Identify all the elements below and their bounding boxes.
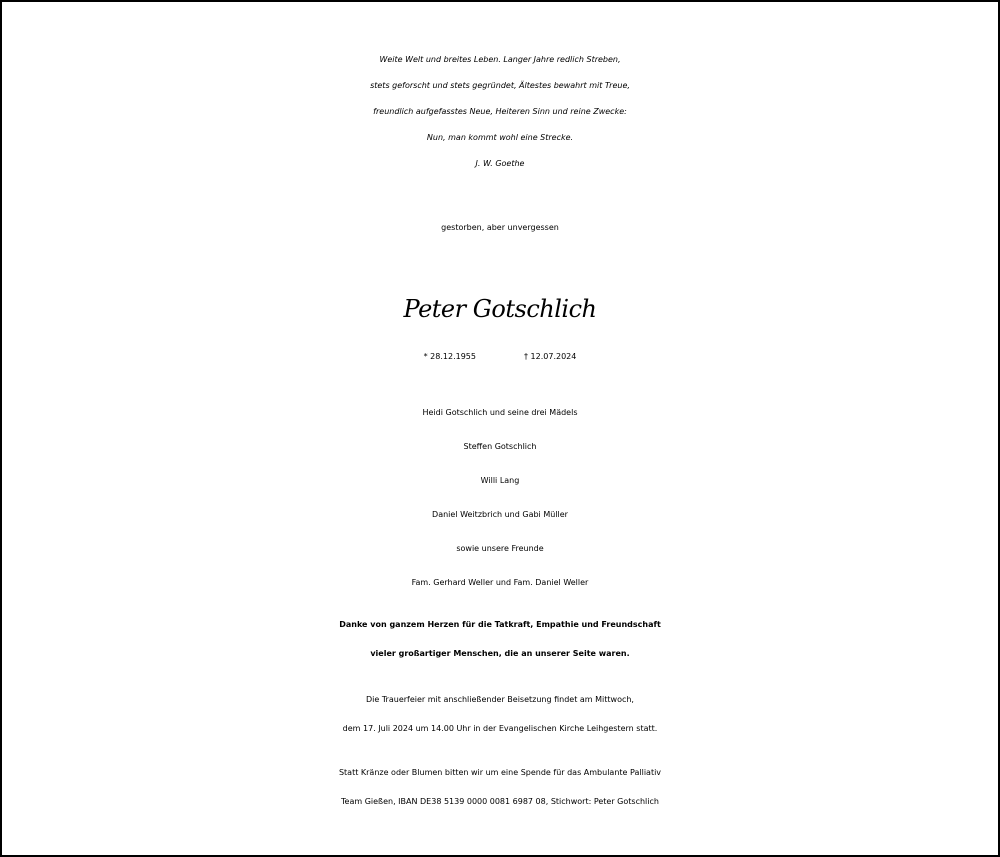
- quote-line-4: Nun, man kommt wohl eine Strecke.: [426, 133, 574, 142]
- mourner-line-4: Daniel Weitzbrich und Gabi Müller: [432, 510, 568, 519]
- quote-line-3: freundlich aufgefasstes Neue, Heiteren Sinn und reine Zwecke:: [373, 107, 627, 116]
- funeral-line-1: Die Trauerfeier mit anschließender Beisetzung findet am Mittwoch,: [366, 695, 634, 704]
- quote-line-1: Weite Welt und breites Leben. Langer Jahre redlich Streben,: [379, 55, 621, 64]
- quote-line-2: stets geforscht und stets gegründet, Ältestes bewahrt mit Treue,: [370, 81, 630, 90]
- mourner-line-2: Steffen Gotschlich: [463, 442, 537, 451]
- birth-date: * 28.12.1955: [423, 352, 476, 361]
- life-dates: [2, 344, 998, 370]
- mourner-line-1: Heidi Gotschlich und seine drei Mädels: [422, 408, 578, 417]
- donation-line-2: Team Gießen, IBAN DE38 5139 0000 0081 6987 08, Stichwort: Peter Gotschlich: [341, 797, 659, 806]
- tagline: gestorben, aber unvergessen: [441, 223, 559, 232]
- quote-author: J. W. Goethe: [475, 159, 525, 168]
- donation-line-1: Statt Kränze oder Blumen bitten wir um eine Spende für das Ambulante Palliativ: [338, 768, 662, 777]
- mourner-line-6: Fam. Gerhard Weller und Fam. Daniel Weller: [411, 578, 589, 587]
- thanks-line-1: Danke von ganzem Herzen für die Tatkraft, Empathie und Freundschaft: [339, 620, 661, 629]
- mourner-line-5: sowie unsere Freunde: [456, 544, 544, 553]
- deceased-name: Peter Gotschlich: [403, 295, 597, 323]
- funeral-line-2: dem 17. Juli 2024 um 14.00 Uhr in der Evangelischen Kirche Leihgestern statt.: [342, 724, 658, 733]
- death-date: † 12.07.2024: [524, 352, 577, 361]
- mourner-line-3: Willi Lang: [480, 476, 520, 485]
- thanks-line-2: vieler großartiger Menschen, die an unserer Seite waren.: [370, 649, 630, 658]
